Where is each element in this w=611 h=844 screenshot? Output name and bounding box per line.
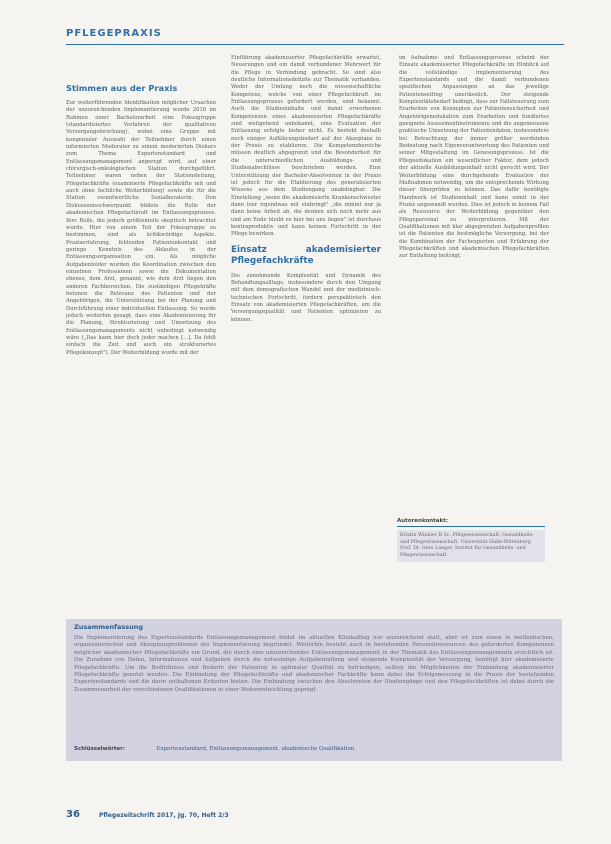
summary-panel	[66, 619, 562, 761]
column3-body: im Aufnahme- und Entlassungsprozess scheint der Einsatz akademisierter Pflegefachkräfte im Hinblick auf die vollständige Implementierung des Expertenstandards und die damit verbundenen spezifischen Anpassungen an das jeweilige Patientensetting unerlässlich. Der steigende Komplexitätsbedarf bedingt, dass zur Fallsteuerung zum Erarbeiten von Konzepten zur Patientensicherheit und Angehörigenedukation zum Erarbeiten und fundiertes geeignete Assessmentinstrumente und die angemessene praktische Umsetzung der Patientendaten, insbesondere bei Betrachtung der immer größer werdenden Bedeutung nach Eigenverantwortung des Patienten und seiner Mitgestaltung im Genesungsprozess. Ist die Pflegeedukation ein wesentlicher Faktor, dem jedoch der aktuelle Ausbildungsinhalt nicht gerecht wird. Der Weiterbildung eine durchgehende Evaluation der Maßnahmen notwendig, um die entsprechende Wirkung dieser überprüfen zu können. Das dafür benötigte Handwerk ist Studieninhalt und kann somit in der Praxis angewandt werden. Dies ist jedoch in keinem Fall als Ressource der Weiterbildung gegenüber den Pflegepersonal zu interpretieren. Mit der Qualifikationen mit klar abgegrenzten Aufgabenprofilen ist die Patienten die bestmögliche Versorgung, bei der die Kombination der Fachexperten und Erfahrung der Pflegefachkräften und akademischen Pflegefachkräften zur Entfaltung beiträgt.	[399, 55, 549, 260]
page-footer	[66, 802, 229, 821]
section-header	[66, 28, 564, 45]
page-number: 36	[66, 809, 80, 820]
keywords-label: Schlüsselwörter:	[74, 746, 125, 752]
journal-citation: Pflegezeitschrift 2017, Jg. 70, Heft 2/3	[99, 812, 229, 819]
section-title: PFLEGEPRAXIS	[66, 28, 162, 39]
author-entry-2: Prof. Dr. Gero Langer, Institut für Gesundheits- und Pflegewissenschaft	[400, 546, 526, 558]
keywords-values: Expertenstandard, Entlassungsmanagement, akademische Qualifikation	[156, 746, 355, 752]
author-entry-1: Kristin Winkler B.Sc. Pflegewissenschaft, Gesundheits- und Pflegewissenschaft, Universität Halle-Wittenberg	[400, 533, 534, 545]
author-contact	[397, 518, 545, 562]
text-column-2	[231, 55, 381, 615]
text-column-3	[399, 55, 549, 525]
author-contact-box	[397, 530, 545, 562]
summary-text: Die Implementierung des Expertenstandards Entlassungsmanagement findet im aktuellen Klinikalltag nur unzureichend statt, aber ist zum einen in methodischen, organisatorischen und Akzeptanzproblemen der Implementierung begründet. Weiterhin besteht auch in bestehenden Personalressourcen des geforderten Kompetenzen möglicher akademischer Pflegefachkräfte ein Grund, die durch eine unzureichendes Entlassungsmanagement in der Thematik des Entlassungsmanagements ersichtlich ist. Die Zunahme von Daten, Informationen und Aufgaben durch die notwendige Aufgabenteilung und steigende Komplexität der Versorgung, benötigt hier akademisierte Pflegefachkräfte. Um die Bedürfnisse und Bedarfe der Patienten in optimaler Qualität zu befriedigen, sollten die Möglichkeiten der Einbindung akademisierter Pflegefachkräfte genutzt werden. Die Einbindung der Pflegefachkräfte und akademischer Fachkräfte kann dabei die Erfolgsmessung in die Praxis der bestehenden Expertenstandards und die darin enthaltenen Kriterien bieten. Die Einbindung zwischen den Absolventen der Studiengänge und den Pflegefachkräften ist dabei durch die Zusammenarbeit der verschiedenen Qualifikationen in einer Weiterentwicklung geprägt.	[74, 635, 554, 693]
heading-einsatz: Einsatz akademisierter Pflegefachkräfte	[231, 244, 381, 266]
column2-body-1: Einführung akademisierter Pflegefachkräfte erwartet, Neuerungen und ein damit verbundener Mehrwert für die Pflege in Verbindung gebracht. So sind also deutliche Informationsdefizite zur Thematik vorhanden. Weder der Umfang noch die wissenschaftliche Kompetenz, welche von einer Pflegefachkraft im Entlassungsprozess gefordert werden, sind bekannt. Auch die Studieninhalte und damit erworbenen Kompetenzen eines akademisierten Pflegefachkräfte sind weitgehend unbekannt, eine Evaluation der Entlassung erfolgte bisher nicht. Es besteht deshalb noch einiger Aufklärungsbedarf auf der Akzeptanz in der Praxis zu etablieren. Die Kompetenzbereiche müssen deutlich abgegrenzt und die Besonderheit für die unterschiedlichen Ausbildungs- und Studienabschlüsse beschrieben werden. Eine Unterstützung der Bachelor-Absolventen in der Praxis ist jedoch für die Etablierung des generalisierten Wissens aus dem Studiengang unabdingbar. Die Einstellung „wenn die akademisierte Krankenschwester dann hier irgendwas mit einbringt" „die nimmt nur ja dann keine Arbeit ab, die denken sich noch mehr aus und am Ende bleibt es hier bei uns liegen" ist durchaus kontraproduktiv und kann keinen Fortschritt in der Pflege bewirken.	[231, 55, 381, 238]
column2-body-2: Die zunehmende Komplexität und Dynamik des Behandlungsalltags, insbesondere durch den Umgang mit dem demografischen Wandel und der medizinisch-technischen Fortschritt, fordern perspektivisch den Einsatz von akademisierten Pflegefachkräften, um die Versorgungsqualität und Patienten optimieren zu können.	[231, 272, 381, 323]
text-column-1	[66, 55, 216, 615]
summary-title: Zusammenfassung	[74, 623, 144, 631]
heading-stimmen: Stimmen aus der Praxis	[66, 83, 178, 93]
column1-body: Zur weiterführenden Identifikation möglicher Ursachen der unzureichenden Implementierung wurde 2016 im Rahmen einer Bachelorarbeit eine Fokusgruppe (standardisiertes Verfahren der qualitativen Versorgungsforschung), wobei eine Gruppe mit kongenialer Auswahl der Teilnehmer durch einen informierten Moderator zu einem moderierten Diskurs zum Thema Expertenstandard und Entlassungsmanagement angeregt wird, auf einer chirurgisch-onkologischen Station durchgeführt. Teilnehmer waren neben der Stationsleitung, Pflegefachkräfte (examinierte Pflegefachkräfte mit und auch ohne fachliche Weiterbildung) sowie die für die Station verantwortliche Sozialberaterin. Den Diskussionsschwerpunkt bildete die Rolle der akademischen Pflegefachkraft im Entlassungsprozess. Ihre Rolle, die jedoch größtenteils skeptisch betrachtet wurde. Hier von einem Teil der Fokusgruppe zu bestimmen, sind als kritikwürdige Aspekte. Praxiserfahrung, fehlenden Patientenkontakt und geringe Kenntnis des Ablaufes in der Entlassungsorganisation ein. Als mögliche Aufgabenfelder wurden die Koordination zwischen den einzelnen Professionen sowie die Dokumentation ebenso, dem Arzt, genannt, wie dem Arzt liegen den anderen Fachbereichen. Die zuständigen Pflegekräfte betonen die Relevanz des Patienten und der Angehörigen, die Unterstützung bei der Planung und Durchführung einer individuellen Entlassung. So wurde jedoch weiterhin gesagt, dass eine Akademisierung für die Planung, Strukturierung und Umsetzung des Entlassungsmanagements nicht unbedingt notwendig wäre („Das kann hier doch jeder machen [...]. Da fehlt einfach die Zeit und auch ein strukturiertes Pflegekonzept"). Der Weiterbildung wurde mit der	[66, 100, 216, 356]
author-contact-label: Autorenkontakt:	[397, 518, 545, 527]
keywords-row	[74, 746, 554, 752]
